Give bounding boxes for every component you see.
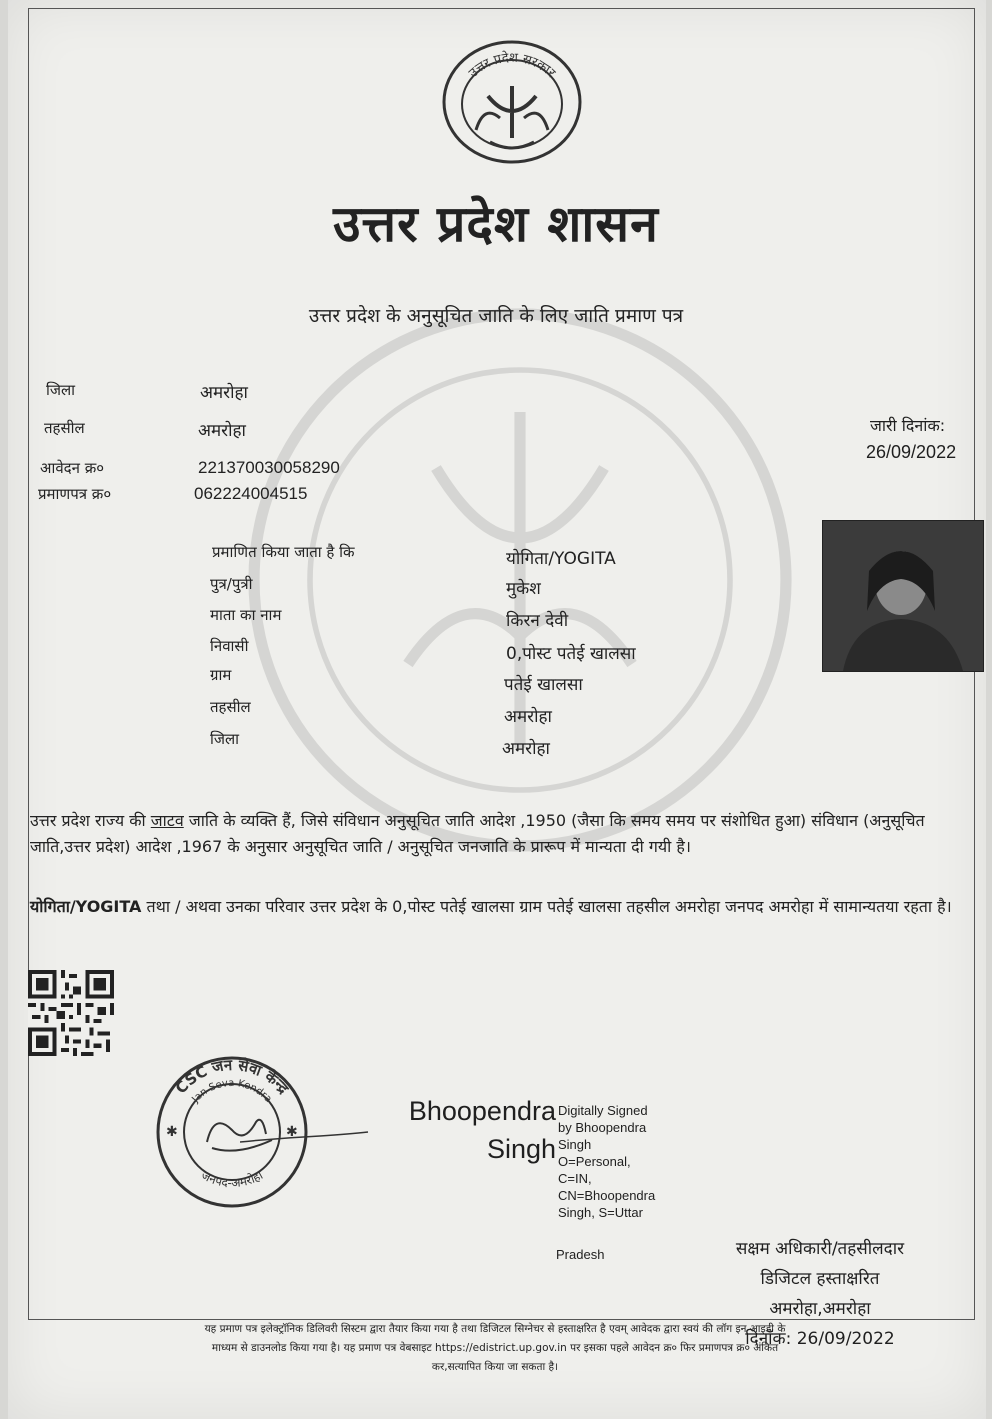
issue-date-label: जारी दिनांक: (870, 416, 946, 435)
detail-value-name: योगिता/YOGITA (506, 549, 616, 569)
district-label: जिला (46, 381, 76, 399)
officer-signed: डिजिटल हस्ताक्षरित (760, 1269, 880, 1289)
residence-statement (30, 894, 970, 920)
signature-detail-line: by Bhoopendra (558, 1120, 647, 1135)
qr-code (28, 970, 114, 1056)
emblem-text: उत्तर प्रदेश सरकार (466, 50, 559, 81)
residence-name: योगिता/YOGITA (30, 897, 142, 916)
signature-detail-state: Pradesh (556, 1247, 605, 1262)
tehsil-value: अमरोहा (198, 421, 246, 441)
detail-value-district: अमरोहा (502, 739, 550, 759)
svg-text:✱: ✱ (286, 1124, 298, 1140)
certificate-number: 062224004515 (194, 484, 308, 503)
digital-signature-details (558, 1102, 683, 1221)
detail-label-tehsil: तहसील (210, 698, 251, 716)
seal-ring-text: Jan Seva Kendra (190, 1077, 274, 1105)
caste-name: जाटव (150, 811, 184, 830)
certificate-label: प्रमाणपत्र क्र० (38, 485, 112, 503)
detail-label-village: ग्राम (210, 666, 232, 684)
detail-label-mother: माता का नाम (210, 606, 282, 624)
footer-line: माध्यम से डाउनलोड किया गया है। यह प्रमाण पत्र वेबसाइट https://edistrict.up.gov.in पर इसका पहले आवेदन क्र० फिर प्रमाणपत्र क्र० अंकित (211, 1342, 779, 1354)
tehsil-label: तहसील (44, 419, 85, 437)
footer-line: कर,सत्यापित किया जा सकता है। (431, 1361, 559, 1373)
detail-label-relation: पुत्र/पुत्री (210, 575, 253, 593)
detail-label-district: जिला (210, 730, 240, 748)
detail-label-resident: निवासी (210, 637, 249, 655)
signature-detail-line: C=IN, (558, 1171, 592, 1186)
signature-detail-line: O=Personal, (558, 1154, 631, 1169)
seal-top-text: CSC जन सेवा केन्द्र (171, 1055, 293, 1098)
signer-name-line2: Singh (486, 1134, 556, 1164)
officer-date: दिनाँक: 26/09/2022 (745, 1329, 895, 1349)
officer-title: सक्षम अधिकारी/तहसीलदार (735, 1239, 905, 1259)
detail-label-certified: प्रमाणित किया जाता है कि (212, 543, 355, 561)
signature-detail-line: CN=Bhoopendra (558, 1188, 656, 1203)
detail-value-resident: 0,पोस्ट पतेई खालसा (506, 644, 636, 664)
signature-stroke (240, 1128, 370, 1148)
signer-name (384, 1092, 556, 1168)
signature-detail-line: Singh, S=Uttar (558, 1205, 643, 1220)
officer-place: अमरोहा,अमरोहा (769, 1299, 871, 1319)
detail-value-tehsil: अमरोहा (504, 707, 552, 727)
caste-statement-prefix: उत्तर प्रदेश राज्य की (30, 811, 146, 830)
issue-date: 26/09/2022 (866, 442, 957, 462)
footer-line: यह प्रमाण पत्र इलेक्ट्रॉनिक डिलिवरी सिस्टम द्वारा तैयार किया गया है तथा डिजिटल सिग्नेचर से हस्ताक्षरित है एवम् आवेदक द्वारा स्वयं की लॉग इन आइडी के (204, 1323, 786, 1335)
page-subtitle: उत्तर प्रदेश के अनुसूचित जाति के लिए जाति प्रमाण पत्र (308, 305, 684, 327)
detail-value-mother: किरन देवी (506, 611, 569, 631)
detail-value-village: पतेई खालसा (504, 675, 583, 695)
application-label: आवेदन क्र० (40, 459, 105, 477)
seal-bottom-text: जनपद-अमरोहा (198, 1167, 266, 1191)
residence-text: तथा / अथवा उनका परिवार उत्तर प्रदेश के 0,पोस्ट पतेई खालसा ग्राम पतेई खालसा तहसील अमरोहा जनपद अमरोहा में सामान्यतया रहता है। (146, 897, 952, 916)
applicant-photo (822, 520, 984, 672)
detail-value-father: मुकेश (506, 579, 541, 599)
page-title: उत्तर प्रदेश शासन (333, 195, 659, 253)
footer-note (20, 1320, 970, 1377)
district-value: अमरोहा (200, 383, 248, 403)
caste-statement-text: जाति के व्यक्ति हैं, जिसे संविधान अनुसूचित जाति आदेश ,1950 (जैसा कि समय समय पर संशोधित हुआ) संविधान (अनुसूचित जाति,उत्तर प्रदेश) आदेश ,1967 के अनुसार अनुसूचित जाति / अनुसूचित जनजाति के प्रारूप में मान्यता दी गयी है। (30, 811, 925, 856)
caste-statement (30, 808, 970, 860)
signature-detail-line: Digitally Signed (558, 1103, 648, 1118)
state-emblem-icon (440, 38, 585, 166)
signer-name-line1: Bhoopendra (408, 1096, 556, 1126)
svg-text:✱: ✱ (166, 1124, 178, 1140)
application-number: 221370030058290 (198, 458, 340, 477)
signature-detail-line: Singh (558, 1137, 592, 1152)
